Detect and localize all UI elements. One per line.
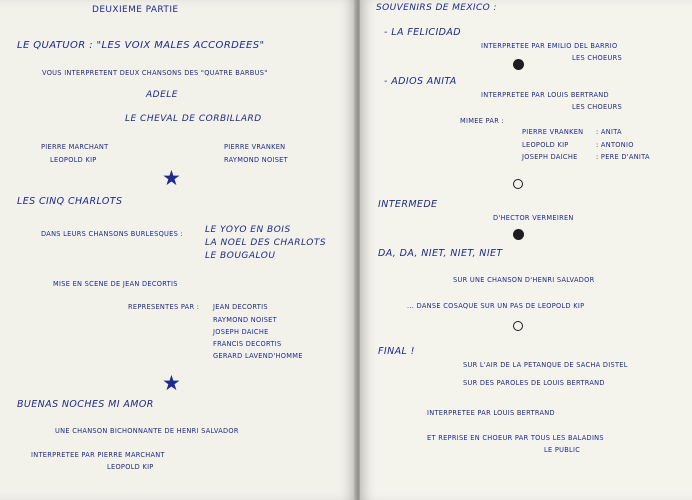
mexico-title: SOUVENIRS DE MEXICO : [376, 3, 497, 13]
right-page [360, 0, 692, 500]
quatuor-intro: VOUS INTERPRETENT DEUX CHANSONS DES "QUATRE BARBUS" [42, 69, 268, 77]
song-adios: - ADIOS ANITA [384, 76, 457, 87]
final-public: LE PUBLIC [544, 446, 581, 454]
performer-3: JOSEPH DAICHE [213, 328, 269, 336]
final-reprise: ET REPRISE EN CHOEUR PAR TOUS LES BALADINS [427, 434, 604, 442]
final-line-1: SUR L'AIR DE LA PETANQUE DE SACHA DISTEL [463, 361, 628, 369]
buenas-desc: UNE CHANSON BICHONNANTE DE HENRI SALVADOR [55, 427, 239, 435]
intermede-title: INTERMEDE [378, 199, 438, 210]
buenas-interpreted-2: LEOPOLD KIP [107, 463, 154, 471]
quatuor-title: LE QUATUOR : "LES VOIX MALES ACCORDEES" [17, 40, 265, 51]
charlots-song-3: LE BOUGALOU [205, 251, 276, 261]
buenas-interpreted: INTERPRETEE PAR PIERRE MARCHANT [31, 451, 165, 459]
adios-chorus: LES CHOEURS [572, 103, 622, 111]
singer-4: RAYMOND NOISET [224, 156, 288, 164]
star-icon: ★ [162, 371, 181, 395]
part-title: DEUXIEME PARTIE [92, 5, 179, 15]
charlots-song-2: LA NOEL DES CHARLOTS [205, 238, 327, 248]
star-icon: ★ [162, 166, 181, 190]
da-niet-desc: SUR UNE CHANSON D'HENRI SALVADOR [453, 276, 595, 284]
mime-actor-1: PIERRE VRANKEN [522, 128, 584, 136]
da-niet-dance: ... DANSE COSAQUE SUR UN PAS DE LEOPOLD KIP [407, 302, 585, 310]
felicidad-chorus: LES CHOEURS [572, 54, 622, 62]
performer-5: GERARD LAVEND'HOMME [213, 352, 303, 360]
charlots-song-1: LE YOYO EN BOIS [205, 225, 291, 235]
adios-by: INTERPRETEE PAR LOUIS BERTRAND [481, 91, 609, 99]
charlots-title: LES CINQ CHARLOTS [17, 196, 123, 207]
filled-circle-icon [513, 59, 524, 70]
charlots-intro: DANS LEURS CHANSONS BURLESQUES : [41, 230, 184, 238]
mime-actor-3: JOSEPH DAICHE [522, 153, 578, 161]
represented-by-label: REPRESENTES PAR : [128, 303, 200, 311]
song-cheval: LE CHEVAL DE CORBILLARD [125, 114, 262, 124]
felicidad-by: INTERPRETEE PAR EMILIO DEL BARRIO [481, 42, 618, 50]
intermede-by: D'HECTOR VERMEIREN [493, 214, 574, 222]
mime-role-3: : PERE D'ANITA [596, 153, 650, 161]
performer-1: JEAN DECORTIS [213, 303, 268, 311]
song-felicidad: - LA FELICIDAD [384, 27, 461, 38]
final-line-2: SUR DES PAROLES DE LOUIS BERTRAND [463, 379, 605, 387]
mime-role-2: : ANTONIO [596, 141, 634, 149]
mime-role-1: : ANITA [596, 128, 622, 136]
mimee-label: MIMEE PAR : [460, 117, 505, 125]
buenas-title: BUENAS NOCHES MI AMOR [17, 399, 154, 410]
mise-en-scene: MISE EN SCENE DE JEAN DECORTIS [53, 280, 178, 288]
open-circle-icon [513, 179, 523, 189]
final-title: FINAL ! [378, 346, 415, 357]
open-circle-icon [513, 321, 523, 331]
mime-actor-2: LEOPOLD KIP [522, 141, 569, 149]
filled-circle-icon [513, 229, 524, 240]
singer-1: PIERRE MARCHANT [41, 143, 109, 151]
performer-4: FRANCIS DECORTIS [213, 340, 282, 348]
performer-2: RAYMOND NOISET [213, 316, 277, 324]
singer-2: LEOPOLD KIP [50, 156, 97, 164]
singer-3: PIERRE VRANKEN [224, 143, 286, 151]
da-niet-title: DA, DA, NIET, NIET, NIET [378, 248, 503, 259]
song-adele: ADELE [146, 90, 178, 100]
final-by: INTERPRETEE PAR LOUIS BERTRAND [427, 409, 555, 417]
